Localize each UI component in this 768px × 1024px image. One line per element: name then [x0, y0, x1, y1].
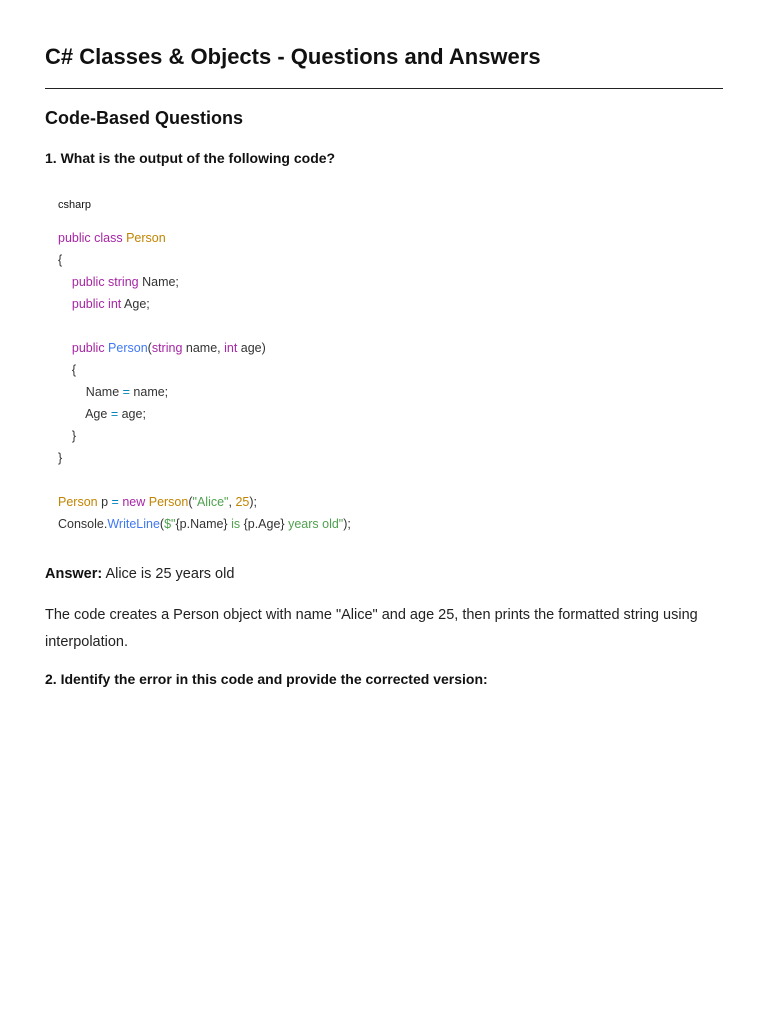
code-line: { [58, 253, 63, 267]
explanation-paragraph: The code creates a Person object with name "Alice" and age 25, then prints the formatted string using interpolation. [45, 607, 698, 650]
code-line: public string Name; [71, 275, 179, 289]
code-line: public class Person [58, 231, 166, 245]
code-line: public int Age; [71, 297, 150, 311]
answer-label: Answer: [45, 566, 103, 582]
code-line-blank [58, 469, 351, 491]
code-line: { [71, 363, 77, 377]
code-block [58, 227, 351, 535]
title-divider [45, 88, 723, 89]
page-title: C# Classes & Objects - Questions and Answers [45, 44, 541, 69]
answer-text: Alice is 25 years old [102, 566, 235, 582]
answer-line [45, 566, 234, 582]
code-line: } [58, 451, 63, 465]
code-line: Person p = new Person("Alice", 25); [58, 495, 257, 509]
question-1: 1. What is the output of the following code? [45, 150, 336, 166]
section-heading: Code-Based Questions [45, 108, 244, 128]
code-line: Console.WriteLine($"{p.Name} is {p.Age} years old"); [58, 517, 351, 531]
code-line: } [71, 429, 77, 443]
code-line: Age = age; [85, 407, 146, 421]
code-language-label: csharp [58, 199, 92, 211]
code-line-blank [58, 315, 351, 337]
code-line: public Person(string name, int age) [71, 341, 266, 355]
code-line: Name = name; [85, 385, 169, 399]
question-2: 2. Identify the error in this code and provide the corrected version: [45, 671, 488, 687]
